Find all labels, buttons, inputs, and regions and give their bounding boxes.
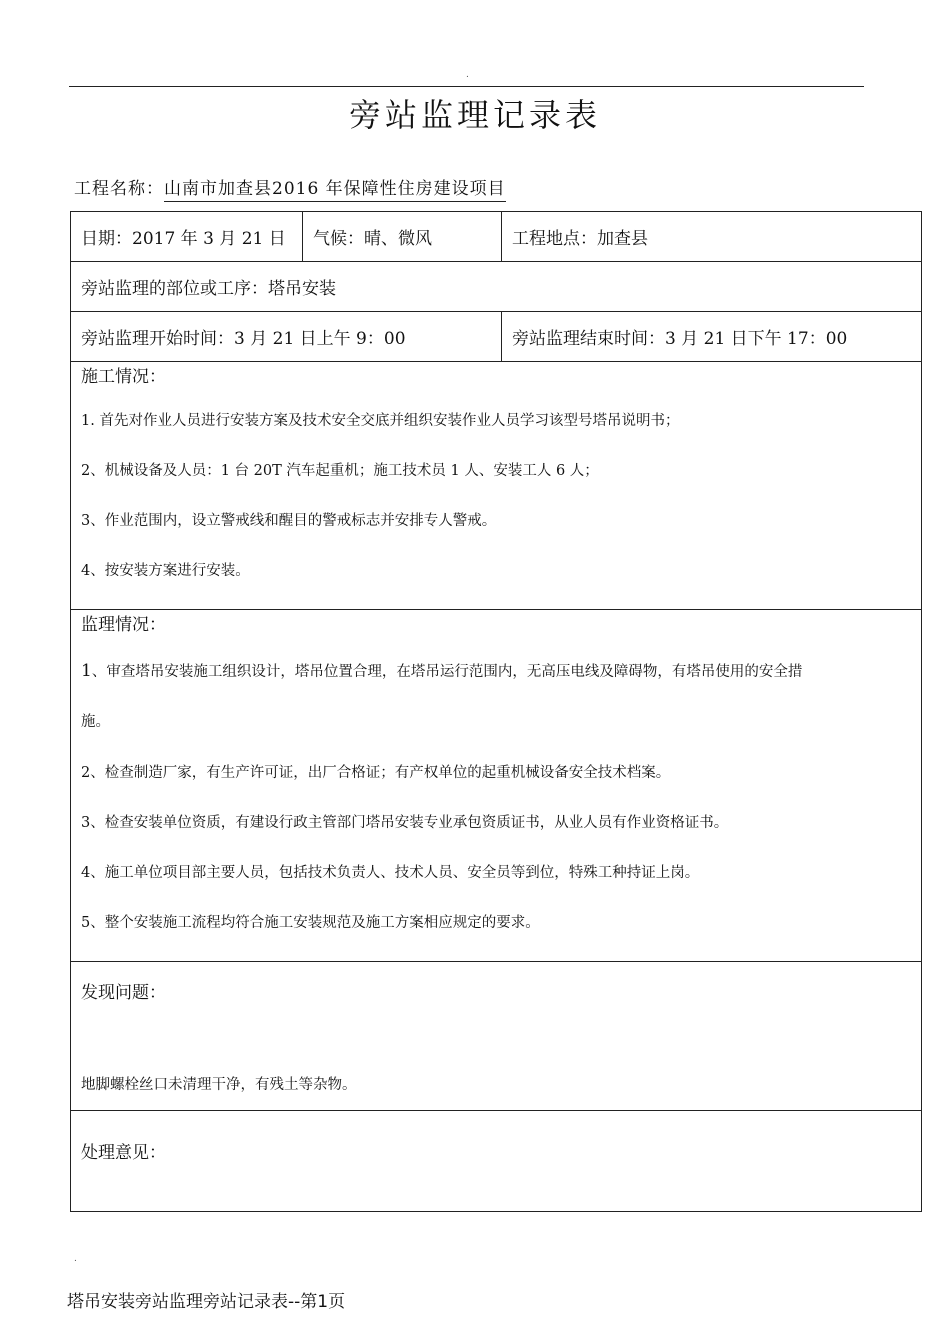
supervision-item-1-number: 1 (81, 661, 92, 681)
project-label: 工程名称： (74, 179, 164, 199)
supervision-heading: 监理情况： (81, 615, 166, 635)
handling-heading: 处理意见： (81, 1142, 166, 1163)
start-time-cell: 旁站监理开始时间：3 月 21 日上午 9：00 (71, 312, 502, 362)
page-title: 旁站监理记录表 (348, 96, 601, 134)
issues-cell (71, 962, 922, 1111)
supervision-item: 2、检查制造厂家，有生产许可证，出厂合格证；有产权单位的起重机械设备安全技术档案。 (81, 765, 671, 781)
date-cell: 日期：2017 年 3 月 21 日 (71, 212, 303, 262)
supervision-cell (71, 610, 922, 962)
construction-item: 4、按安装方案进行安装。 (81, 563, 250, 579)
construction-item: 1. 首先对作业人员进行安装方案及技术安全交底并组织安装作业人员学习该型号塔吊说明书； (81, 413, 680, 429)
end-time-cell: 旁站监理结束时间：3 月 21 日下午 17：00 (502, 312, 922, 362)
issues-heading: 发现问题： (81, 983, 166, 1003)
supervision-item-1 (81, 657, 911, 686)
page-footer: 塔吊安装旁站监理旁站记录表--第1页 (67, 1292, 346, 1312)
supervision-item: 4、施工单位项目部主要人员，包括技术负责人、技术人员、安全员等到位，特殊工种持证上岗。 (81, 865, 700, 881)
handling-cell (71, 1111, 922, 1212)
construction-item: 2、机械设备及人员：1 台 20T 汽车起重机；施工技术员 1 人、安装工人 6 人； (81, 463, 599, 479)
header-rule (69, 86, 864, 87)
header-dot: . (466, 70, 469, 80)
location-cell: 工程地点：加查县 (502, 212, 922, 262)
project-line (74, 174, 506, 199)
row-date-weather-location (71, 212, 922, 262)
construction-heading: 施工情况： (81, 367, 166, 387)
row-supervision (71, 610, 922, 962)
record-table (70, 211, 922, 1212)
supervision-item-1-continued: 施。 (81, 714, 110, 730)
supervision-item: 3、检查安装单位资质，有建设行政主管部门塔吊安装专业承包资质证书，从业人员有作业资格证书。 (81, 815, 729, 831)
row-times (71, 312, 922, 362)
footer-dot: . (74, 1254, 77, 1264)
row-construction (71, 362, 922, 610)
construction-item: 3、作业范围内，设立警戒线和醒目的警戒标志并安排专人警戒。 (81, 513, 497, 529)
construction-cell (71, 362, 922, 610)
project-name: 山南市加查县2016 年保障性住房建设项目 (164, 179, 506, 202)
row-issues (71, 962, 922, 1111)
supervision-item-1-text: 、审查塔吊安装施工组织设计，塔吊位置合理，在塔吊运行范围内，无高压电线及障碍物，有塔吊使用的安全措 (91, 664, 803, 680)
supervision-item: 5、整个安装施工流程均符合施工安装规范及施工方案相应规定的要求。 (81, 915, 540, 931)
issues-text: 地脚螺栓丝口未清理干净，有残土等杂物。 (81, 1077, 357, 1093)
row-part (71, 262, 922, 312)
row-handling (71, 1111, 922, 1212)
weather-cell: 气候：晴、微风 (303, 212, 502, 262)
part-cell: 旁站监理的部位或工序：塔吊安装 (71, 262, 922, 312)
